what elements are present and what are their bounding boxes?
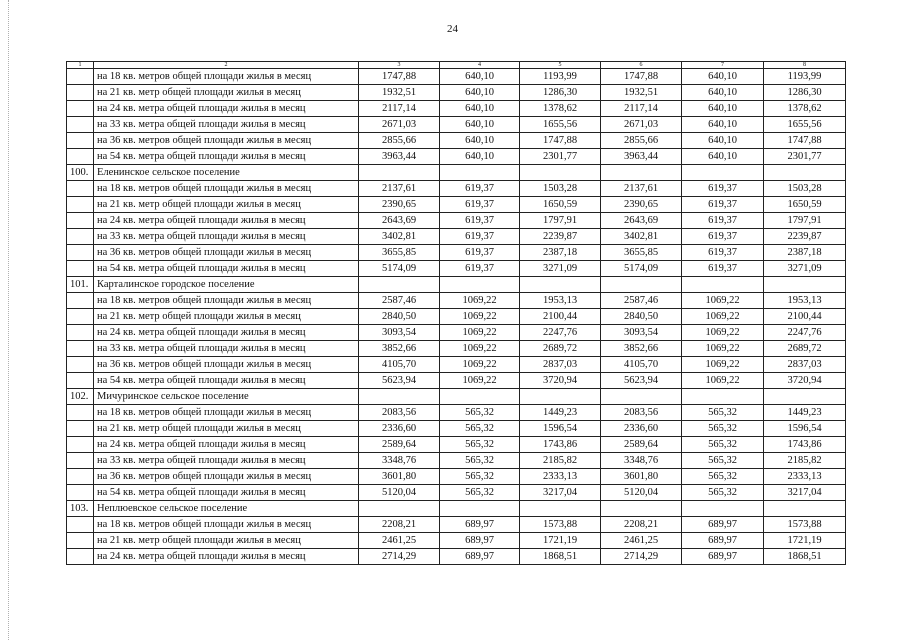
- table-row: [67, 341, 846, 357]
- value-cell: 1286,30: [520, 85, 601, 101]
- value-cell: 3348,76: [601, 453, 682, 469]
- value-cell: 2671,03: [359, 117, 440, 133]
- value-cell: 2461,25: [359, 533, 440, 549]
- empty-cell: [440, 165, 520, 181]
- empty-index-cell: [67, 85, 94, 101]
- empty-index-cell: [67, 357, 94, 373]
- value-cell: 689,97: [440, 517, 520, 533]
- value-cell: 1747,88: [764, 133, 846, 149]
- empty-cell: [764, 501, 846, 517]
- value-cell: 640,10: [440, 133, 520, 149]
- empty-cell: [359, 501, 440, 517]
- value-cell: 1868,51: [764, 549, 846, 565]
- value-cell: 1573,88: [520, 517, 601, 533]
- value-cell: 1193,99: [764, 69, 846, 85]
- value-cell: 2855,66: [359, 133, 440, 149]
- value-cell: 565,32: [682, 485, 764, 501]
- row-description: на 21 кв. метр общей площади жилья в месяц: [94, 85, 359, 101]
- table-row: [67, 85, 846, 101]
- row-description: на 54 кв. метра общей площади жилья в месяц: [94, 149, 359, 165]
- empty-index-cell: [67, 549, 94, 565]
- value-cell: 565,32: [440, 485, 520, 501]
- value-cell: 3402,81: [601, 229, 682, 245]
- value-cell: 640,10: [682, 85, 764, 101]
- value-cell: 640,10: [440, 149, 520, 165]
- value-cell: 2387,18: [764, 245, 846, 261]
- row-description: на 24 кв. метра общей площади жилья в месяц: [94, 325, 359, 341]
- value-cell: 2137,61: [601, 181, 682, 197]
- value-cell: 1573,88: [764, 517, 846, 533]
- value-cell: 1953,13: [520, 293, 601, 309]
- column-header: 2: [94, 62, 359, 69]
- section-name: Мичуринское сельское поселение: [94, 389, 359, 405]
- value-cell: 619,37: [682, 197, 764, 213]
- table-row: [67, 181, 846, 197]
- value-cell: 565,32: [682, 421, 764, 437]
- value-cell: 619,37: [440, 261, 520, 277]
- value-cell: 619,37: [440, 245, 520, 261]
- value-cell: 1069,22: [682, 325, 764, 341]
- value-cell: 1596,54: [764, 421, 846, 437]
- value-cell: 2643,69: [359, 213, 440, 229]
- value-cell: 2083,56: [359, 405, 440, 421]
- value-cell: 1743,86: [520, 437, 601, 453]
- row-description: на 36 кв. метров общей площади жилья в месяц: [94, 357, 359, 373]
- value-cell: 2587,46: [601, 293, 682, 309]
- row-description: на 18 кв. метров общей площади жилья в месяц: [94, 293, 359, 309]
- value-cell: 2837,03: [764, 357, 846, 373]
- value-cell: 2387,18: [520, 245, 601, 261]
- value-cell: 2643,69: [601, 213, 682, 229]
- value-cell: 1286,30: [764, 85, 846, 101]
- column-header: 3: [359, 62, 440, 69]
- value-cell: 689,97: [682, 517, 764, 533]
- value-cell: 2840,50: [359, 309, 440, 325]
- value-cell: 1655,56: [764, 117, 846, 133]
- table-row: [67, 149, 846, 165]
- value-cell: 1449,23: [764, 405, 846, 421]
- value-cell: 2117,14: [359, 101, 440, 117]
- value-cell: 1069,22: [440, 293, 520, 309]
- empty-index-cell: [67, 293, 94, 309]
- value-cell: 565,32: [440, 453, 520, 469]
- value-cell: 1721,19: [520, 533, 601, 549]
- section-index: 101.: [67, 277, 94, 293]
- value-cell: 1503,28: [520, 181, 601, 197]
- value-cell: 4105,70: [359, 357, 440, 373]
- value-cell: 3963,44: [601, 149, 682, 165]
- empty-index-cell: [67, 341, 94, 357]
- value-cell: 1797,91: [764, 213, 846, 229]
- value-cell: 640,10: [682, 101, 764, 117]
- value-cell: 2301,77: [764, 149, 846, 165]
- value-cell: 3093,54: [601, 325, 682, 341]
- value-cell: 1069,22: [440, 357, 520, 373]
- value-cell: 1650,59: [764, 197, 846, 213]
- value-cell: 2461,25: [601, 533, 682, 549]
- row-description: на 36 кв. метров общей площади жилья в месяц: [94, 133, 359, 149]
- value-cell: 2247,76: [764, 325, 846, 341]
- table-row: [67, 261, 846, 277]
- value-cell: 1932,51: [359, 85, 440, 101]
- value-cell: 640,10: [682, 117, 764, 133]
- value-cell: 2100,44: [520, 309, 601, 325]
- value-cell: 5174,09: [359, 261, 440, 277]
- value-cell: 1069,22: [682, 357, 764, 373]
- value-cell: 565,32: [682, 469, 764, 485]
- value-cell: 2301,77: [520, 149, 601, 165]
- value-cell: 2840,50: [601, 309, 682, 325]
- value-cell: 1069,22: [440, 341, 520, 357]
- empty-index-cell: [67, 373, 94, 389]
- table-row: [67, 213, 846, 229]
- empty-cell: [440, 501, 520, 517]
- row-description: на 21 кв. метр общей площади жилья в месяц: [94, 421, 359, 437]
- value-cell: 640,10: [440, 69, 520, 85]
- empty-cell: [682, 165, 764, 181]
- value-cell: 3720,94: [520, 373, 601, 389]
- value-cell: 565,32: [440, 469, 520, 485]
- row-description: на 18 кв. метров общей площади жилья в месяц: [94, 405, 359, 421]
- value-cell: 3217,04: [764, 485, 846, 501]
- table-row: [67, 101, 846, 117]
- table-row: [67, 133, 846, 149]
- row-description: на 54 кв. метра общей площади жилья в месяц: [94, 373, 359, 389]
- empty-cell: [359, 389, 440, 405]
- value-cell: 689,97: [440, 533, 520, 549]
- value-cell: 1868,51: [520, 549, 601, 565]
- row-description: на 33 кв. метра общей площади жилья в месяц: [94, 453, 359, 469]
- row-description: на 21 кв. метр общей площади жилья в месяц: [94, 197, 359, 213]
- value-cell: 3217,04: [520, 485, 601, 501]
- row-description: на 54 кв. метра общей площади жилья в месяц: [94, 485, 359, 501]
- value-cell: 565,32: [440, 405, 520, 421]
- empty-index-cell: [67, 101, 94, 117]
- table-row: [67, 373, 846, 389]
- value-cell: 1378,62: [520, 101, 601, 117]
- value-cell: 2239,87: [764, 229, 846, 245]
- empty-cell: [520, 277, 601, 293]
- value-cell: 2390,65: [359, 197, 440, 213]
- tariff-table: [66, 61, 846, 565]
- empty-index-cell: [67, 437, 94, 453]
- empty-index-cell: [67, 229, 94, 245]
- empty-cell: [520, 389, 601, 405]
- page-number: 24: [447, 23, 458, 35]
- value-cell: 1449,23: [520, 405, 601, 421]
- table-body: [67, 69, 846, 565]
- section-name: Неплюевское сельское поселение: [94, 501, 359, 517]
- value-cell: 5120,04: [359, 485, 440, 501]
- row-description: на 33 кв. метра общей площади жилья в месяц: [94, 229, 359, 245]
- empty-cell: [520, 501, 601, 517]
- value-cell: 3093,54: [359, 325, 440, 341]
- value-cell: 2589,64: [601, 437, 682, 453]
- section-index: 102.: [67, 389, 94, 405]
- value-cell: 2239,87: [520, 229, 601, 245]
- value-cell: 619,37: [682, 229, 764, 245]
- empty-cell: [440, 389, 520, 405]
- column-header: 8: [764, 62, 846, 69]
- empty-cell: [359, 165, 440, 181]
- value-cell: 619,37: [682, 245, 764, 261]
- empty-index-cell: [67, 325, 94, 341]
- value-cell: 2336,60: [601, 421, 682, 437]
- value-cell: 565,32: [682, 405, 764, 421]
- section-name: Карталинское городское поселение: [94, 277, 359, 293]
- value-cell: 1655,56: [520, 117, 601, 133]
- row-description: на 36 кв. метров общей площади жилья в месяц: [94, 245, 359, 261]
- value-cell: 1069,22: [682, 373, 764, 389]
- empty-cell: [440, 277, 520, 293]
- value-cell: 1650,59: [520, 197, 601, 213]
- value-cell: 3852,66: [601, 341, 682, 357]
- value-cell: 2185,82: [520, 453, 601, 469]
- table-row: [67, 229, 846, 245]
- empty-cell: [601, 277, 682, 293]
- value-cell: 5623,94: [359, 373, 440, 389]
- empty-index-cell: [67, 117, 94, 133]
- row-description: на 24 кв. метра общей площади жилья в месяц: [94, 549, 359, 565]
- table-row: [67, 453, 846, 469]
- value-cell: 689,97: [682, 549, 764, 565]
- value-cell: 619,37: [682, 213, 764, 229]
- empty-cell: [682, 389, 764, 405]
- column-header: 6: [601, 62, 682, 69]
- value-cell: 1797,91: [520, 213, 601, 229]
- empty-index-cell: [67, 197, 94, 213]
- section-row: [67, 389, 846, 405]
- value-cell: 1193,99: [520, 69, 601, 85]
- section-row: [67, 501, 846, 517]
- value-cell: 4105,70: [601, 357, 682, 373]
- value-cell: 2714,29: [359, 549, 440, 565]
- table-row: [67, 117, 846, 133]
- empty-index-cell: [67, 133, 94, 149]
- value-cell: 3348,76: [359, 453, 440, 469]
- value-cell: 1743,86: [764, 437, 846, 453]
- value-cell: 3601,80: [359, 469, 440, 485]
- section-index: 103.: [67, 501, 94, 517]
- row-description: на 24 кв. метра общей площади жилья в месяц: [94, 213, 359, 229]
- value-cell: 2100,44: [764, 309, 846, 325]
- value-cell: 1069,22: [682, 293, 764, 309]
- value-cell: 619,37: [682, 261, 764, 277]
- page-margin-rule: [8, 0, 9, 640]
- value-cell: 565,32: [682, 437, 764, 453]
- value-cell: 2333,13: [764, 469, 846, 485]
- value-cell: 640,10: [682, 133, 764, 149]
- value-cell: 2208,21: [601, 517, 682, 533]
- value-cell: 3402,81: [359, 229, 440, 245]
- value-cell: 565,32: [440, 421, 520, 437]
- column-header: 7: [682, 62, 764, 69]
- empty-cell: [682, 277, 764, 293]
- value-cell: 2390,65: [601, 197, 682, 213]
- value-cell: 2714,29: [601, 549, 682, 565]
- section-index: 100.: [67, 165, 94, 181]
- empty-cell: [764, 277, 846, 293]
- empty-cell: [601, 389, 682, 405]
- table-row: [67, 421, 846, 437]
- empty-index-cell: [67, 421, 94, 437]
- table-row: [67, 517, 846, 533]
- value-cell: 5174,09: [601, 261, 682, 277]
- table-row: [67, 69, 846, 85]
- value-cell: 640,10: [440, 85, 520, 101]
- value-cell: 1378,62: [764, 101, 846, 117]
- table-row: [67, 197, 846, 213]
- value-cell: 640,10: [682, 69, 764, 85]
- value-cell: 619,37: [682, 181, 764, 197]
- value-cell: 5120,04: [601, 485, 682, 501]
- value-cell: 1747,88: [359, 69, 440, 85]
- table-row: [67, 245, 846, 261]
- value-cell: 1932,51: [601, 85, 682, 101]
- value-cell: 2587,46: [359, 293, 440, 309]
- empty-cell: [682, 501, 764, 517]
- table-row: [67, 293, 846, 309]
- value-cell: 1503,28: [764, 181, 846, 197]
- value-cell: 2336,60: [359, 421, 440, 437]
- value-cell: 689,97: [440, 549, 520, 565]
- empty-index-cell: [67, 149, 94, 165]
- table-row: [67, 405, 846, 421]
- row-description: на 21 кв. метр общей площади жилья в месяц: [94, 533, 359, 549]
- empty-index-cell: [67, 405, 94, 421]
- column-header: 4: [440, 62, 520, 69]
- value-cell: 640,10: [682, 149, 764, 165]
- section-row: [67, 165, 846, 181]
- table-row: [67, 469, 846, 485]
- table-row: [67, 357, 846, 373]
- value-cell: 3271,09: [520, 261, 601, 277]
- value-cell: 2689,72: [520, 341, 601, 357]
- row-description: на 36 кв. метров общей площади жилья в месяц: [94, 469, 359, 485]
- row-description: на 18 кв. метров общей площади жилья в месяц: [94, 181, 359, 197]
- column-header: 1: [67, 62, 94, 69]
- value-cell: 3852,66: [359, 341, 440, 357]
- value-cell: 565,32: [682, 453, 764, 469]
- value-cell: 1069,22: [440, 325, 520, 341]
- value-cell: 1069,22: [682, 341, 764, 357]
- value-cell: 1747,88: [520, 133, 601, 149]
- value-cell: 5623,94: [601, 373, 682, 389]
- value-cell: 2208,21: [359, 517, 440, 533]
- row-description: на 54 кв. метра общей площади жилья в месяц: [94, 261, 359, 277]
- value-cell: 3601,80: [601, 469, 682, 485]
- value-cell: 3655,85: [601, 245, 682, 261]
- value-cell: 1596,54: [520, 421, 601, 437]
- empty-cell: [359, 277, 440, 293]
- value-cell: 2855,66: [601, 133, 682, 149]
- value-cell: 2185,82: [764, 453, 846, 469]
- value-cell: 1069,22: [440, 309, 520, 325]
- row-description: на 33 кв. метра общей площади жилья в месяц: [94, 117, 359, 133]
- empty-cell: [764, 165, 846, 181]
- table-row: [67, 485, 846, 501]
- value-cell: 2837,03: [520, 357, 601, 373]
- section-row: [67, 277, 846, 293]
- column-header-row: [67, 62, 846, 69]
- empty-index-cell: [67, 245, 94, 261]
- value-cell: 619,37: [440, 197, 520, 213]
- empty-index-cell: [67, 213, 94, 229]
- value-cell: 3271,09: [764, 261, 846, 277]
- empty-index-cell: [67, 69, 94, 85]
- row-description: на 18 кв. метров общей площади жилья в месяц: [94, 517, 359, 533]
- table-row: [67, 437, 846, 453]
- table-row: [67, 309, 846, 325]
- value-cell: 619,37: [440, 181, 520, 197]
- empty-index-cell: [67, 309, 94, 325]
- value-cell: 2333,13: [520, 469, 601, 485]
- table-row: [67, 549, 846, 565]
- value-cell: 689,97: [682, 533, 764, 549]
- row-description: на 21 кв. метр общей площади жилья в месяц: [94, 309, 359, 325]
- empty-cell: [520, 165, 601, 181]
- column-header: 5: [520, 62, 601, 69]
- value-cell: 3720,94: [764, 373, 846, 389]
- empty-cell: [601, 165, 682, 181]
- value-cell: 1721,19: [764, 533, 846, 549]
- value-cell: 2117,14: [601, 101, 682, 117]
- empty-index-cell: [67, 181, 94, 197]
- value-cell: 619,37: [440, 229, 520, 245]
- section-name: Еленинское сельское поселение: [94, 165, 359, 181]
- empty-index-cell: [67, 261, 94, 277]
- value-cell: 2671,03: [601, 117, 682, 133]
- value-cell: 2137,61: [359, 181, 440, 197]
- row-description: на 24 кв. метра общей площади жилья в месяц: [94, 437, 359, 453]
- value-cell: 1069,22: [682, 309, 764, 325]
- value-cell: 2247,76: [520, 325, 601, 341]
- empty-index-cell: [67, 517, 94, 533]
- value-cell: 1069,22: [440, 373, 520, 389]
- empty-index-cell: [67, 469, 94, 485]
- value-cell: 619,37: [440, 213, 520, 229]
- row-description: на 24 кв. метра общей площади жилья в месяц: [94, 101, 359, 117]
- value-cell: 2689,72: [764, 341, 846, 357]
- value-cell: 3655,85: [359, 245, 440, 261]
- empty-cell: [764, 389, 846, 405]
- table-row: [67, 325, 846, 341]
- value-cell: 3963,44: [359, 149, 440, 165]
- empty-index-cell: [67, 533, 94, 549]
- value-cell: 2589,64: [359, 437, 440, 453]
- empty-index-cell: [67, 453, 94, 469]
- value-cell: 565,32: [440, 437, 520, 453]
- value-cell: 2083,56: [601, 405, 682, 421]
- empty-cell: [601, 501, 682, 517]
- value-cell: 640,10: [440, 117, 520, 133]
- table-row: [67, 533, 846, 549]
- value-cell: 1953,13: [764, 293, 846, 309]
- row-description: на 33 кв. метра общей площади жилья в месяц: [94, 341, 359, 357]
- row-description: на 18 кв. метров общей площади жилья в месяц: [94, 69, 359, 85]
- empty-index-cell: [67, 485, 94, 501]
- value-cell: 1747,88: [601, 69, 682, 85]
- value-cell: 640,10: [440, 101, 520, 117]
